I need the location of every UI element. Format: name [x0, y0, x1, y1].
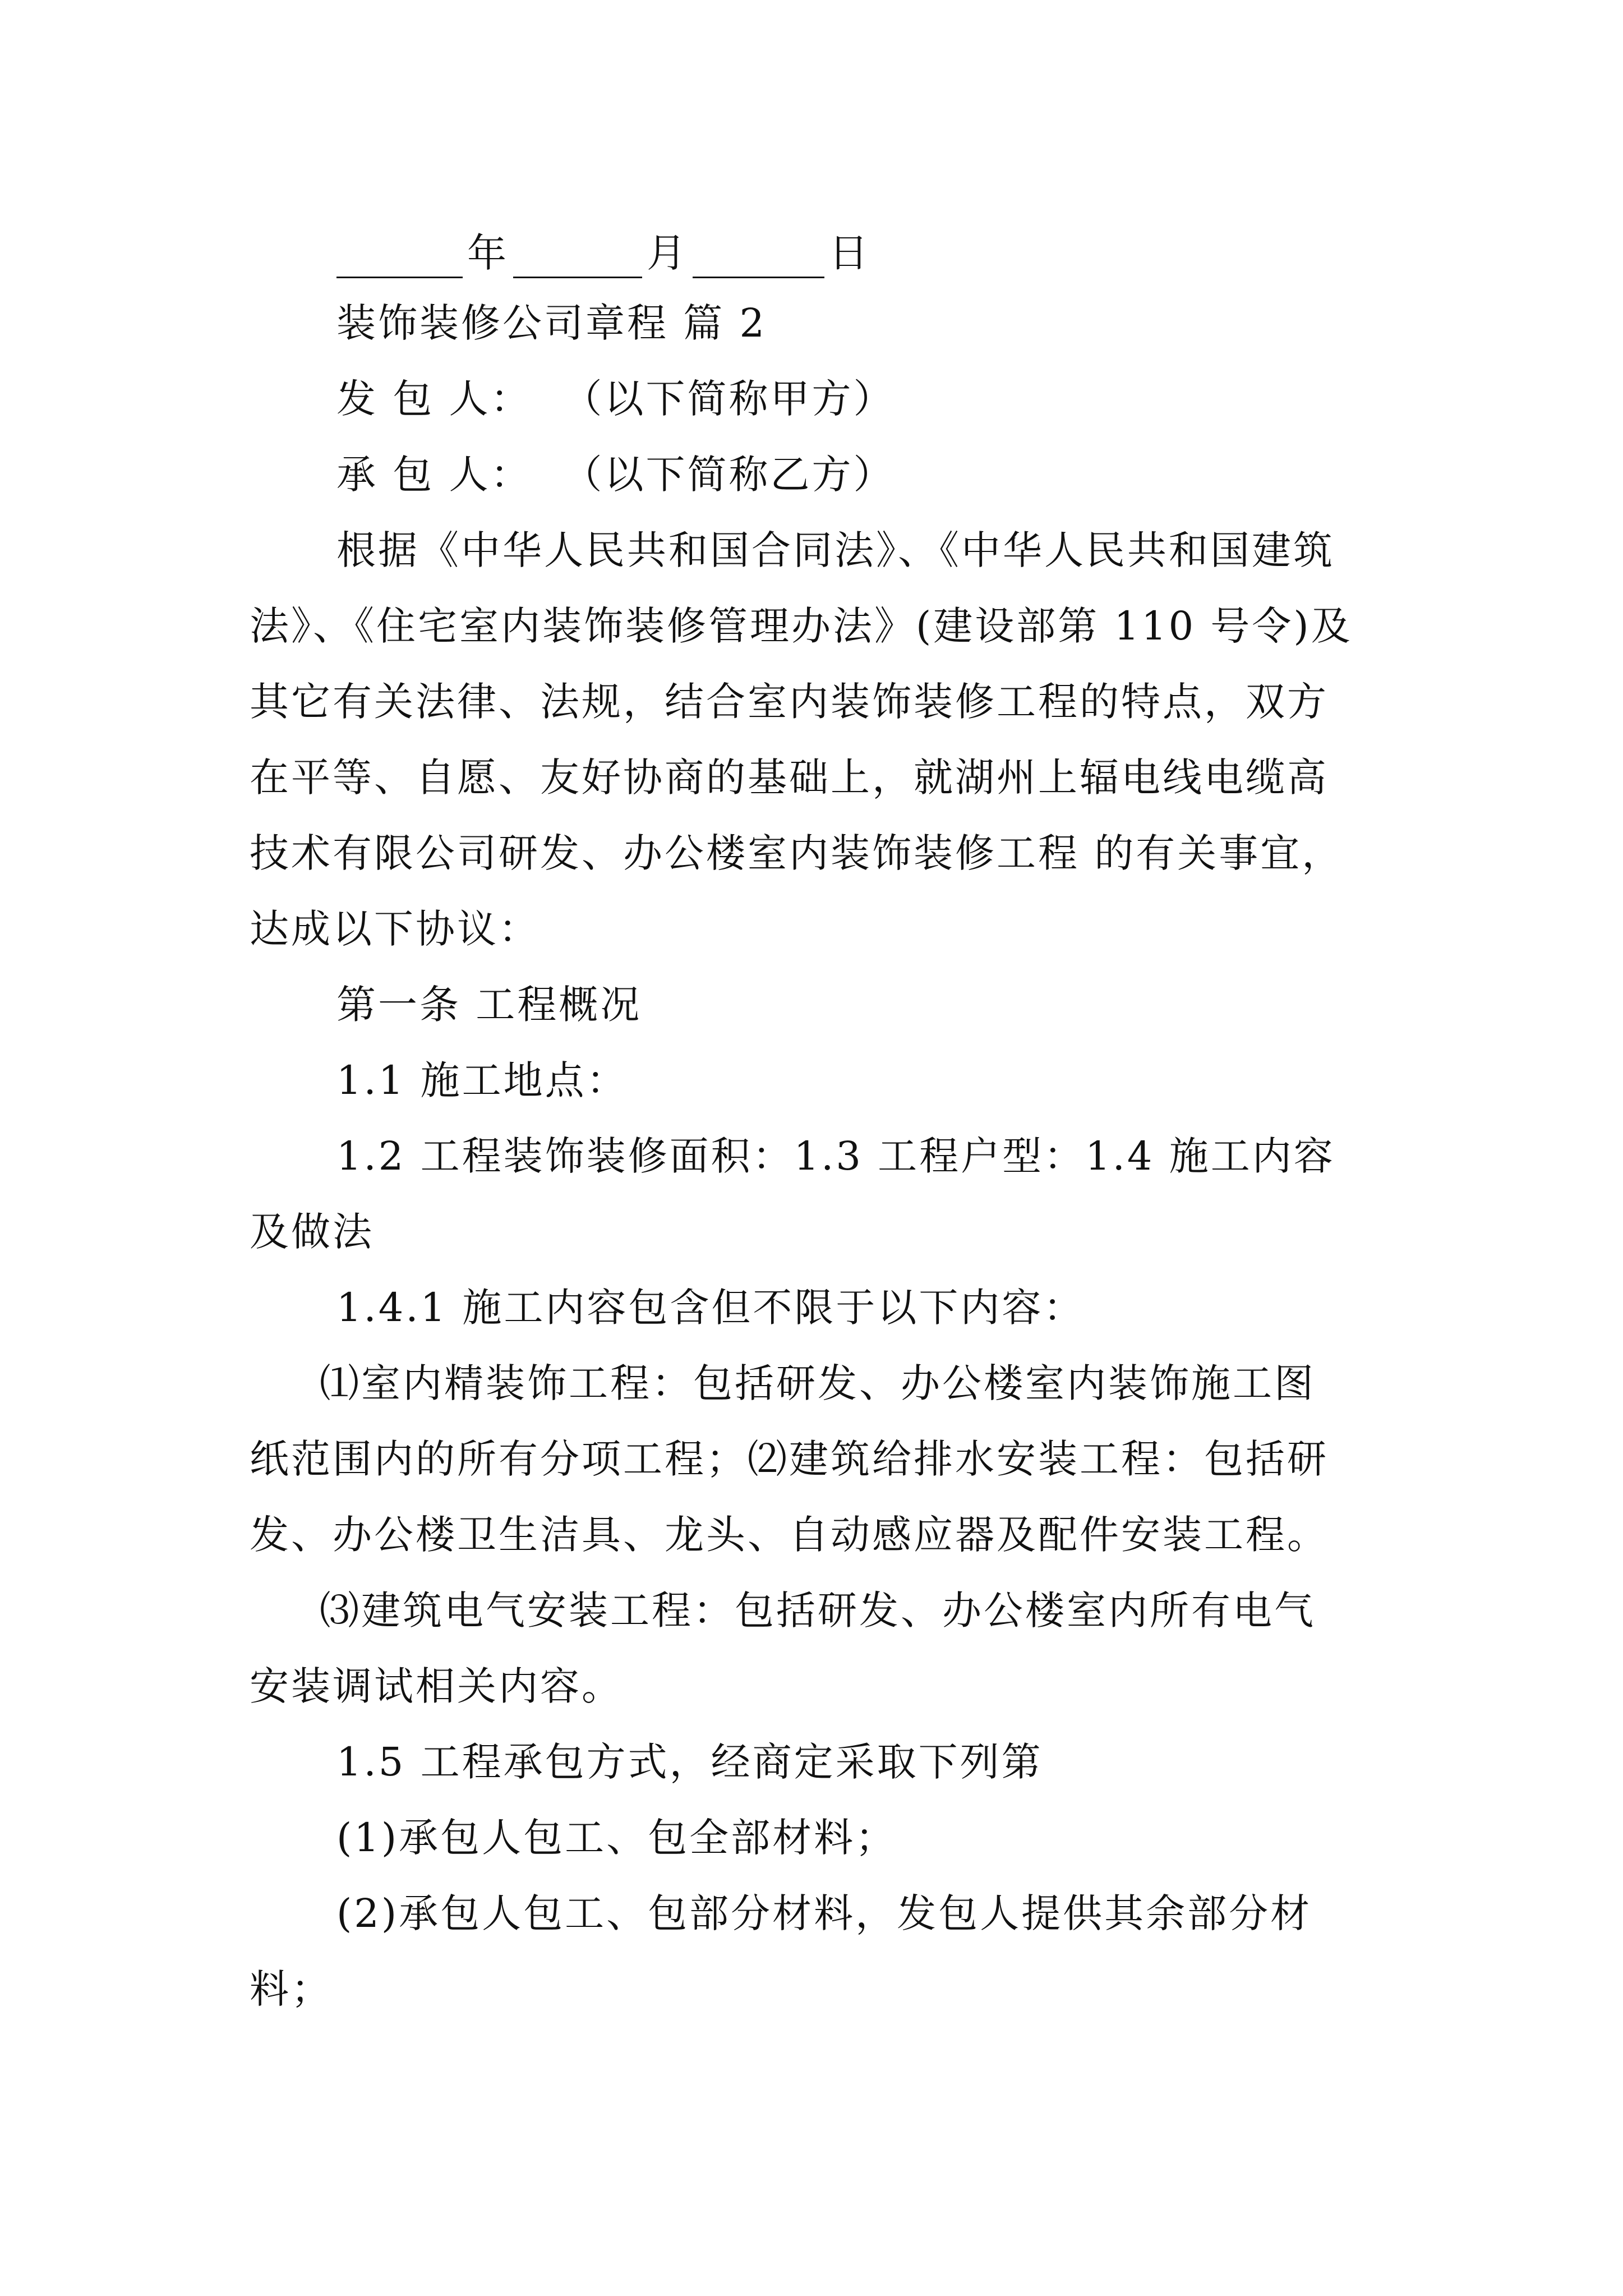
item-1-1: 1.1 施工地点：: [336, 1057, 628, 1103]
option-2-line-1: (2)承包人包工、包部分材料，发包人提供其余部分材: [336, 1890, 1312, 1936]
intro-line-4: 在平等、自愿、友好协商的基础上，就湖州上辐电线电缆高: [250, 754, 1329, 800]
item-1-5: 1.5 工程承包方式，经商定采取下列第: [336, 1739, 1043, 1785]
option-1: (1)承包人包工、包全部材料；: [336, 1815, 897, 1861]
content-3-line-2: 安装调试相关内容。: [250, 1663, 623, 1709]
year-blank[interactable]: [336, 242, 463, 278]
option-2-line-2: 料；: [250, 1966, 333, 2012]
item-1-2-line-2: 及做法: [250, 1209, 374, 1255]
party-a-note: （以下简称甲方）: [562, 376, 895, 422]
intro-line-1: 根据《中华人民共和国合同法》、《中华人民共和国建筑: [336, 527, 1335, 573]
party-b-label: 承 包 人：: [336, 452, 532, 498]
content-1-line-2: 纸范围内的所有分项工程；⑵建筑给排水安装工程：包括研: [250, 1436, 1329, 1482]
party-b-line: [336, 443, 895, 500]
doc-title: 装饰装修公司章程 篇 2: [336, 300, 767, 346]
date-line: [336, 222, 875, 278]
year-label: 年: [467, 230, 509, 276]
content-3-line-1: ⑶建筑电气安装工程：包括研发、办公楼室内所有电气: [320, 1588, 1316, 1634]
day-label: 日: [829, 230, 870, 276]
month-label: 月: [647, 230, 688, 276]
day-blank[interactable]: [693, 242, 824, 278]
month-blank[interactable]: [513, 242, 642, 278]
article-1-title: 第一条 工程概况: [336, 982, 642, 1028]
intro-line-5: 技术有限公司研发、办公楼室内装饰装修工程 的有关事宜，: [250, 830, 1344, 876]
party-b-note: （以下简称乙方）: [562, 452, 895, 498]
party-a-line: [336, 367, 895, 424]
item-1-4-1: 1.4.1 施工内容包含但不限于以下内容：: [336, 1285, 1085, 1331]
intro-line-3: 其它有关法律、法规，结合室内装饰装修工程的特点，双方: [250, 679, 1329, 725]
item-1-2-line-1: 1.2 工程装饰装修面积：1.3 工程户型：1.4 施工内容: [336, 1133, 1335, 1179]
intro-line-6: 达成以下协议：: [250, 906, 540, 952]
content-1-line-1: ⑴室内精装饰工程：包括研发、办公楼室内装饰施工图: [320, 1360, 1316, 1406]
content-1-line-3: 发、办公楼卫生洁具、龙头、自动感应器及配件安装工程。: [250, 1512, 1329, 1558]
intro-line-2: 法》、《住宅室内装饰装修管理办法》(建设部第 110 号令)及: [250, 603, 1353, 649]
party-a-label: 发 包 人：: [336, 376, 532, 422]
